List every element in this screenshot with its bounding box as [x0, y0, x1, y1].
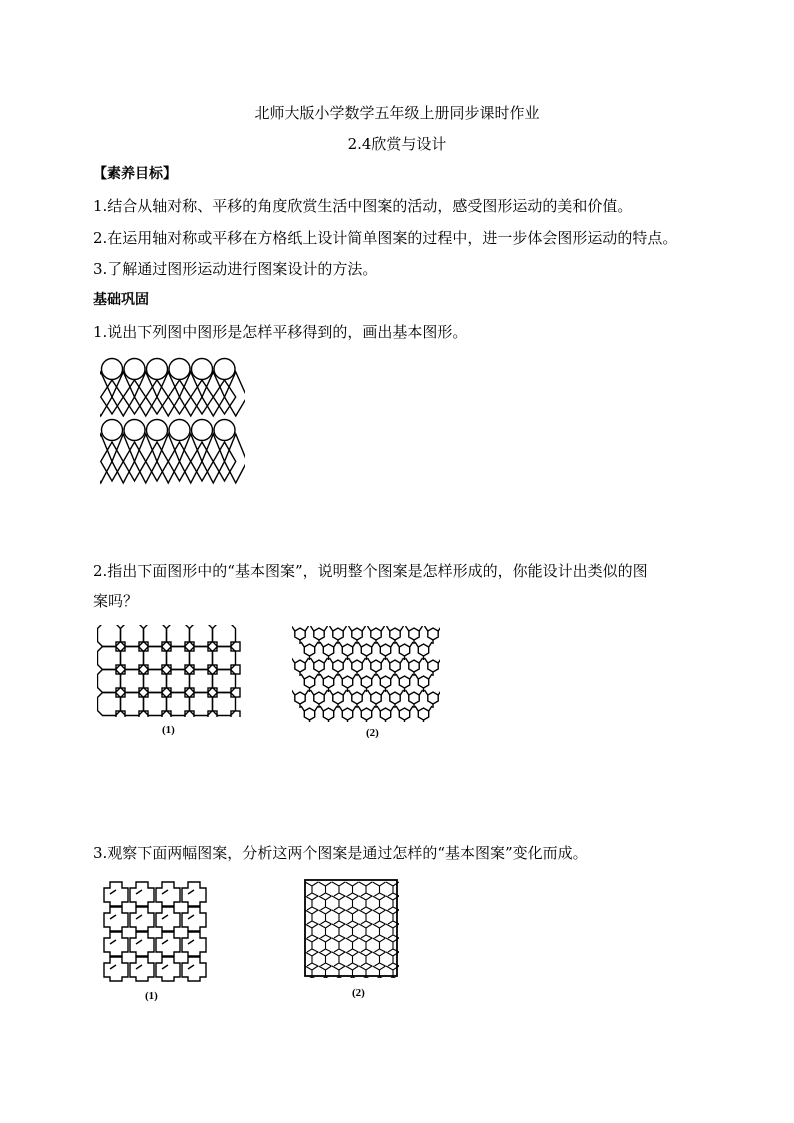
- goal-item: 1.结合从轴对称、平移的角度欣赏生活中图案的活动，感受图形运动的美和价值。: [93, 197, 633, 215]
- q2-octagon-pattern-figure: [97, 625, 242, 717]
- question-3: 3.观察下面两幅图案，分析这两个图案是通过怎样的“基本图案”变化而成。: [93, 844, 588, 862]
- q3-interlocking-pattern-figure: [303, 878, 399, 978]
- q3-caption-2: (2): [352, 987, 365, 999]
- document-title: 北师大版小学数学五年级上册同步课时作业: [254, 104, 540, 122]
- q1-pattern-figure: [100, 352, 245, 486]
- q2-caption-1: (1): [162, 724, 175, 736]
- goal-item: 3.了解通过图形运动进行图案设计的方法。: [93, 260, 378, 278]
- goals-heading: 【素养目标】: [93, 166, 177, 182]
- q2-hexagon-pattern-figure: [292, 626, 440, 722]
- question-2-line-2: 案吗？: [93, 592, 139, 610]
- q3-caption-1: (1): [145, 990, 158, 1002]
- document-subtitle: 2.4欣赏与设计: [347, 135, 447, 153]
- q3-stepped-pattern-figure: [100, 878, 208, 982]
- goal-item: 2.在运用轴对称或平移在方格纸上设计简单图案的过程中，进一步体会图形运动的特点。: [93, 229, 678, 247]
- q2-caption-2: (2): [366, 727, 379, 739]
- section-heading: 基础巩固: [93, 292, 149, 308]
- question-1: 1.说出下列图中图形是怎样平移得到的，画出基本图形。: [93, 323, 468, 341]
- question-2-line-1: 2.指出下面图形中的“基本图案”，说明整个图案是怎样形成的，你能设计出类似的图: [93, 562, 648, 580]
